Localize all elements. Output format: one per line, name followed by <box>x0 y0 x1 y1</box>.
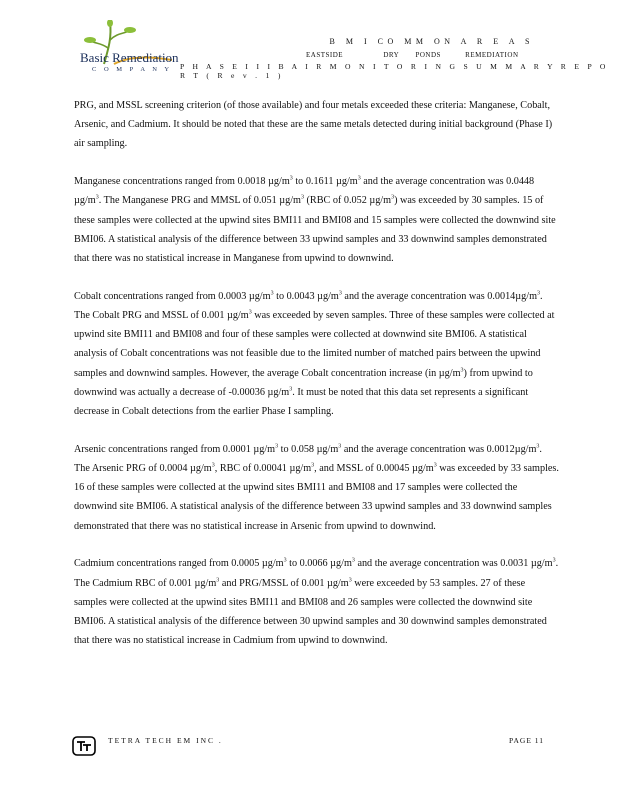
header-line-2 <box>306 51 519 59</box>
page-header <box>0 0 618 90</box>
footer-company: TETRA TECH EM INC . <box>108 736 223 745</box>
paragraph-manganese: Manganese concentrations ranged from 0.0018 $\mu g/m^3$ to 0.1611 $\mu g/m^3$ and the average concentration was 0.0448 $\mu g/m^3$. The Manganese PRG and MMSL of 0.051 $\mu g/m^3$ (RBC of 0.052 $\mu g/m^3$) was exceeded by 30 samples. 15 of these samples were collected at the upwind sites BMI11 and BMI08 and 15 samples were collected the downwind site BMI06. A statistical analysis of the difference between 33 upwind samples and 33 downwind samples demonstrated that there was no statistical increase in Manganese from upwind to downwind. <box>74 175 556 265</box>
logo-wordmark: Basic Remediation <box>80 50 179 65</box>
paragraph-cadmium: Cadmium concentrations ranged from 0.0005 $\mu g/m^3$ to 0.0066 $\mu g/m^3$ and the average concentration was 0.0031 $\mu g/m^3$. The Cadmium RBC of 0.001 $\mu g/m^3$ and PRG/MSSL of 0.001 $\mu g/m^3$ were exceeded by 53 samples. 27 of these samples were collected at the upwind sites BMI11 and BMI08 and 26 samples were collected the downwind site BMI06. A statistical analysis of the difference between 30 upwind samples and 30 downwind samples demonstrated that there was no statistical increase in Cadmium from upwind to downwind. <box>74 558 559 647</box>
tetra-tech-logo-icon <box>72 736 96 756</box>
page-footer <box>72 730 552 758</box>
header-word-remediation: REMEDIATION <box>465 51 519 59</box>
paragraph-cobalt: Cobalt concentrations ranged from 0.0003 $\mu g/m^3$ to 0.0043 $\mu g/m^3$ and the average concentration was $0.0014\mu g/m^3$. The Cobalt PRG and MSSL of 0.001 $\mu g/m^3$ was exceeded by seven samples. Three of these samples were collected at upwind site BMI11 and BMI08 and four of these samples were collected at downwind site BMI06. A statistical analysis of Cobalt concentrations was not feasible due to the limited number of matched pairs between the upwind samples and downwind samples. However, the average Cobalt concentration increase (in $\mu g/m^3$) from upwind to downwind was actually a decrease of -0.00036 $\mu g/m^3$. It must be noted that this data set represents a significant decrease in Cobalt detections from the earlier Phase I sampling. <box>74 290 555 418</box>
logo-subtitle: C O M P A N Y <box>92 66 173 73</box>
header-line-3: P H A S E I I I B A I R M O N I T O R I N G S U M M A R Y R E P O R T ( R e v . 1 ) <box>180 62 609 80</box>
header-word-ponds: PONDS <box>415 51 441 59</box>
document-body <box>74 96 560 669</box>
paragraph-intro: PRG, and MSSL screening criterion (of those available) and four metals exceeded these criteria: Manganese, Cobalt, Arsenic, and Cadmium. It should be noted that these are the same metals detected during initial background (Phase I) air sampling. <box>74 100 553 150</box>
footer-page-number: PAGE 11 <box>509 736 544 745</box>
paragraph-arsenic: Arsenic concentrations ranged from 0.0001 $\mu g/m^3$ to 0.058 $\mu g/m^3$ and the average concentration was $0.0012\mu g/m^3$. The Arsenic PRG of 0.0004 $\mu g/m^3$, RBC of 0.00041 $\mu g/m^3$, and MSSL of 0.00045 $\mu g/m^3$ was exceeded by 33 samples. 16 of these samples were collected at the upwind sites BMI11 and BMI08 and 17 samples were collected the downwind site BMI06. A statistical analysis of the difference between 33 upwind samples and 33 downwind samples demonstrated that there was no statistical increase in Arsenic from upwind to downwind. <box>74 443 559 532</box>
header-word-dry: DRY <box>383 51 400 59</box>
header-word-eastside: EASTSIDE <box>306 51 344 59</box>
header-line-1: B M I CO MM ON A R E A S <box>329 37 534 46</box>
